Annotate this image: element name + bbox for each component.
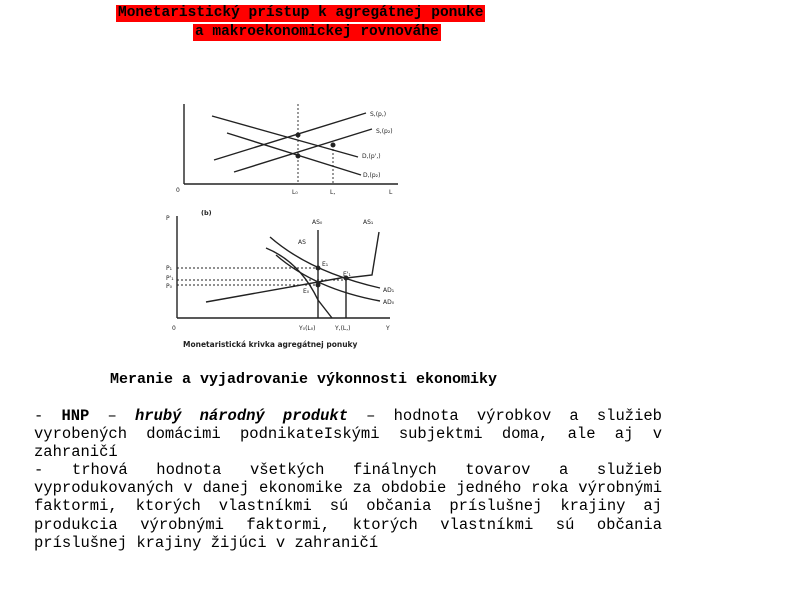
x-tick-label: L₀	[292, 189, 298, 196]
curve-label: D,(p',)	[362, 153, 381, 160]
x-tick-label: L	[389, 189, 393, 196]
curve-label: S,(p,)	[370, 111, 387, 118]
definition-paragraph-1	[34, 407, 662, 462]
section-heading: Meranie a vyjadrovanie výkonnosti ekonomiky	[110, 371, 498, 388]
as1-curve	[346, 232, 379, 318]
curve-label: AD₁	[383, 287, 395, 294]
curve-label: AS₁	[363, 219, 374, 226]
defined-term: hrubý národný produkt	[134, 407, 348, 425]
definition-text: – hodnota výrobkov a služieb vyrobených domácimi podnikateIskými subjektmi doma, ale aj v zahraničí	[34, 407, 662, 462]
curve-label: D,(p₂)	[363, 172, 381, 179]
point-label: E'₁	[343, 271, 351, 278]
point-label: E₀	[303, 288, 310, 295]
intersection-point	[296, 154, 300, 158]
y-tick-label: P₁	[166, 265, 173, 272]
title-line-2: a makroekonomickej rovnováhe	[195, 24, 439, 40]
equilibrium-point	[316, 266, 320, 270]
curve-label: AD₀	[383, 299, 395, 306]
definition-paragraph-2: - trhová hodnota všetkých finálnych tovarov a služieb vyprodukovaných v danej ekonomike za obdobie jedného roka výrobnými faktormi, ktorých vlastníkmi sú občania príslušnej krajiny aj produkcia výrobnými faktormi, ktorých vlastníkmi sú občania príslušnej krajiny žijúci v zahraničí	[34, 461, 662, 552]
x-tick-label: Y₀(L₀)	[299, 325, 316, 332]
origin-label: 0	[172, 325, 176, 332]
intersection-point	[331, 143, 335, 147]
definition-lead: -	[34, 407, 62, 425]
figure-caption: Monetaristická krivka agregátnej ponuky	[183, 340, 358, 349]
point-label: E₁	[322, 261, 329, 268]
origin-label: 0	[176, 187, 180, 194]
x-tick-label: Y	[386, 325, 390, 332]
separator: –	[89, 407, 135, 425]
figure-b	[177, 216, 390, 318]
curve-label: AS	[298, 239, 306, 246]
x-tick-label: L,	[330, 189, 336, 196]
panel-label: (b)	[201, 209, 212, 217]
x-tick-label: Y,(L,)	[335, 325, 351, 332]
supply-curve-s2	[234, 129, 372, 172]
equilibrium-point	[316, 283, 320, 287]
curve-label: S,(p₂)	[376, 128, 393, 135]
y-axis-label: P	[166, 215, 170, 222]
title-line-1: Monetaristický prístup k agregátnej ponuke	[118, 5, 484, 21]
intersection-point	[296, 133, 300, 137]
curve-label: AS₀	[312, 219, 323, 226]
abbreviation: HNP	[61, 407, 90, 425]
price-path-line	[206, 277, 346, 302]
y-tick-label: P'₁	[166, 275, 174, 282]
y-tick-label: P₀	[166, 283, 173, 290]
